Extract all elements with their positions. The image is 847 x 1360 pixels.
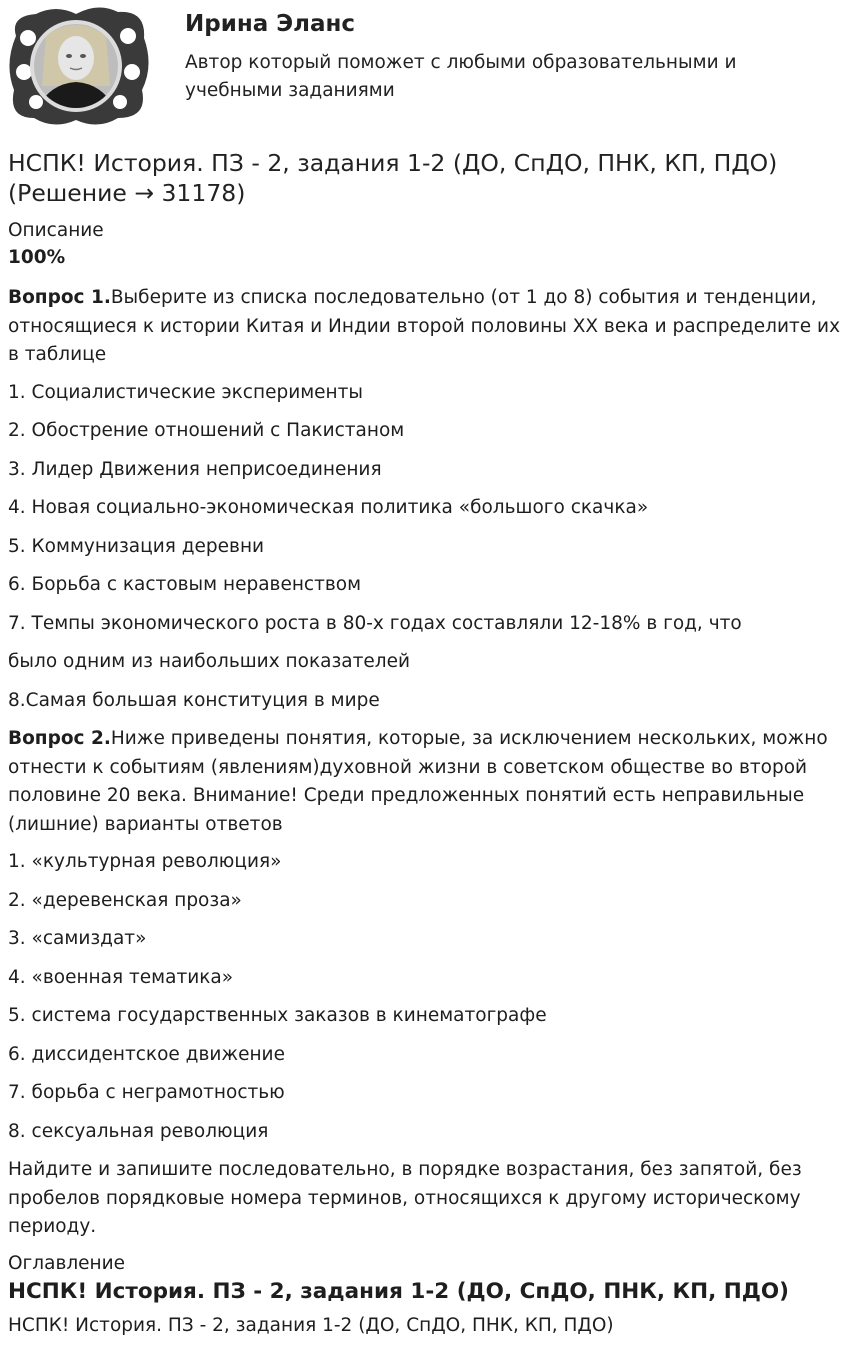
toc-label: Оглавление (8, 1252, 126, 1274)
author-name[interactable]: Ирина Эланс (185, 11, 356, 37)
completion-percent: 100% (8, 247, 66, 268)
list-item: 7. борьба с неграмотностью (8, 1082, 285, 1103)
list-item: 3. «самиздат» (8, 928, 147, 949)
list-item: 8. сексуальная революция (8, 1120, 269, 1142)
list-item: 1. «культурная революция» (8, 851, 282, 872)
list-item: 6. диссидентское движение (8, 1043, 285, 1065)
list-item: 6. Борьба с кастовым неравенством (8, 574, 362, 595)
list-item: 5. система государственных заказов в кинематографе (8, 1005, 547, 1026)
list-item: 1. Социалистические эксперименты (8, 381, 364, 403)
list-item: 3. Лидер Движения неприсоединения (8, 458, 382, 480)
author-description: Автор который поможет с любыми образовательными и учебными заданиями (185, 52, 737, 101)
list-item: 2. Обострение отношений с Пакистаном (8, 420, 405, 441)
list-item: 5. Коммунизация деревни (8, 535, 265, 557)
list-item: 2. «деревенская проза» (8, 889, 242, 911)
list-item: 4. Новая социально-экономическая политика «большого скачка» (8, 497, 649, 518)
toc-item[interactable]: НСПК! История. ПЗ - 2, задания 1-2 (ДО, СпДО, ПНК, КП, ПДО) (8, 1314, 614, 1336)
page-title: НСПК! История. ПЗ - 2, задания 1-2 (ДО, СпДО, ПНК, КП, ПДО) (Решение → 31178) (8, 149, 778, 207)
question-1-label: Вопрос 1. (8, 287, 111, 308)
question-2 (8, 725, 844, 839)
list-item: 4. «военная тематика» (8, 966, 234, 988)
list-item: было одним из наибольших показателей (8, 651, 411, 672)
author-card (0, 0, 847, 130)
author-avatar[interactable] (6, 6, 152, 126)
question-2-text: Ниже приведены понятия, которые, за исключением нескольких, можно отнести к событиям (явлениям)духовной жизни в советском обществе во второй половине 20 века. Внимание! Среди предложенных понятий есть неправильные (лишние) варианты ответов (8, 728, 828, 835)
document-content (8, 148, 844, 1340)
toc-title: НСПК! История. ПЗ - 2, задания 1-2 (ДО, СпДО, ПНК, КП, ПДО) (8, 1278, 789, 1304)
list-item: 8.Самая большая конституция в мире (8, 689, 380, 711)
question-1 (8, 284, 844, 370)
list-item: 7. Темпы экономического роста в 80-х годах составляли 12-18% в год, что (8, 612, 742, 634)
question-2-label: Вопрос 2. (8, 728, 111, 749)
description-label: Описание (8, 220, 104, 241)
question-2-instruction: Найдите и запишите последовательно, в порядке возрастания, без запятой, без пробелов порядковые номера терминов, относящихся к другому историческому периоду. (8, 1159, 802, 1237)
question-1-text: Выберите из списка последовательно (от 1 до 8) события и тенденции, относящиеся к истории Китая и Индии второй половины XX века и распределите их в таблице (8, 287, 841, 365)
